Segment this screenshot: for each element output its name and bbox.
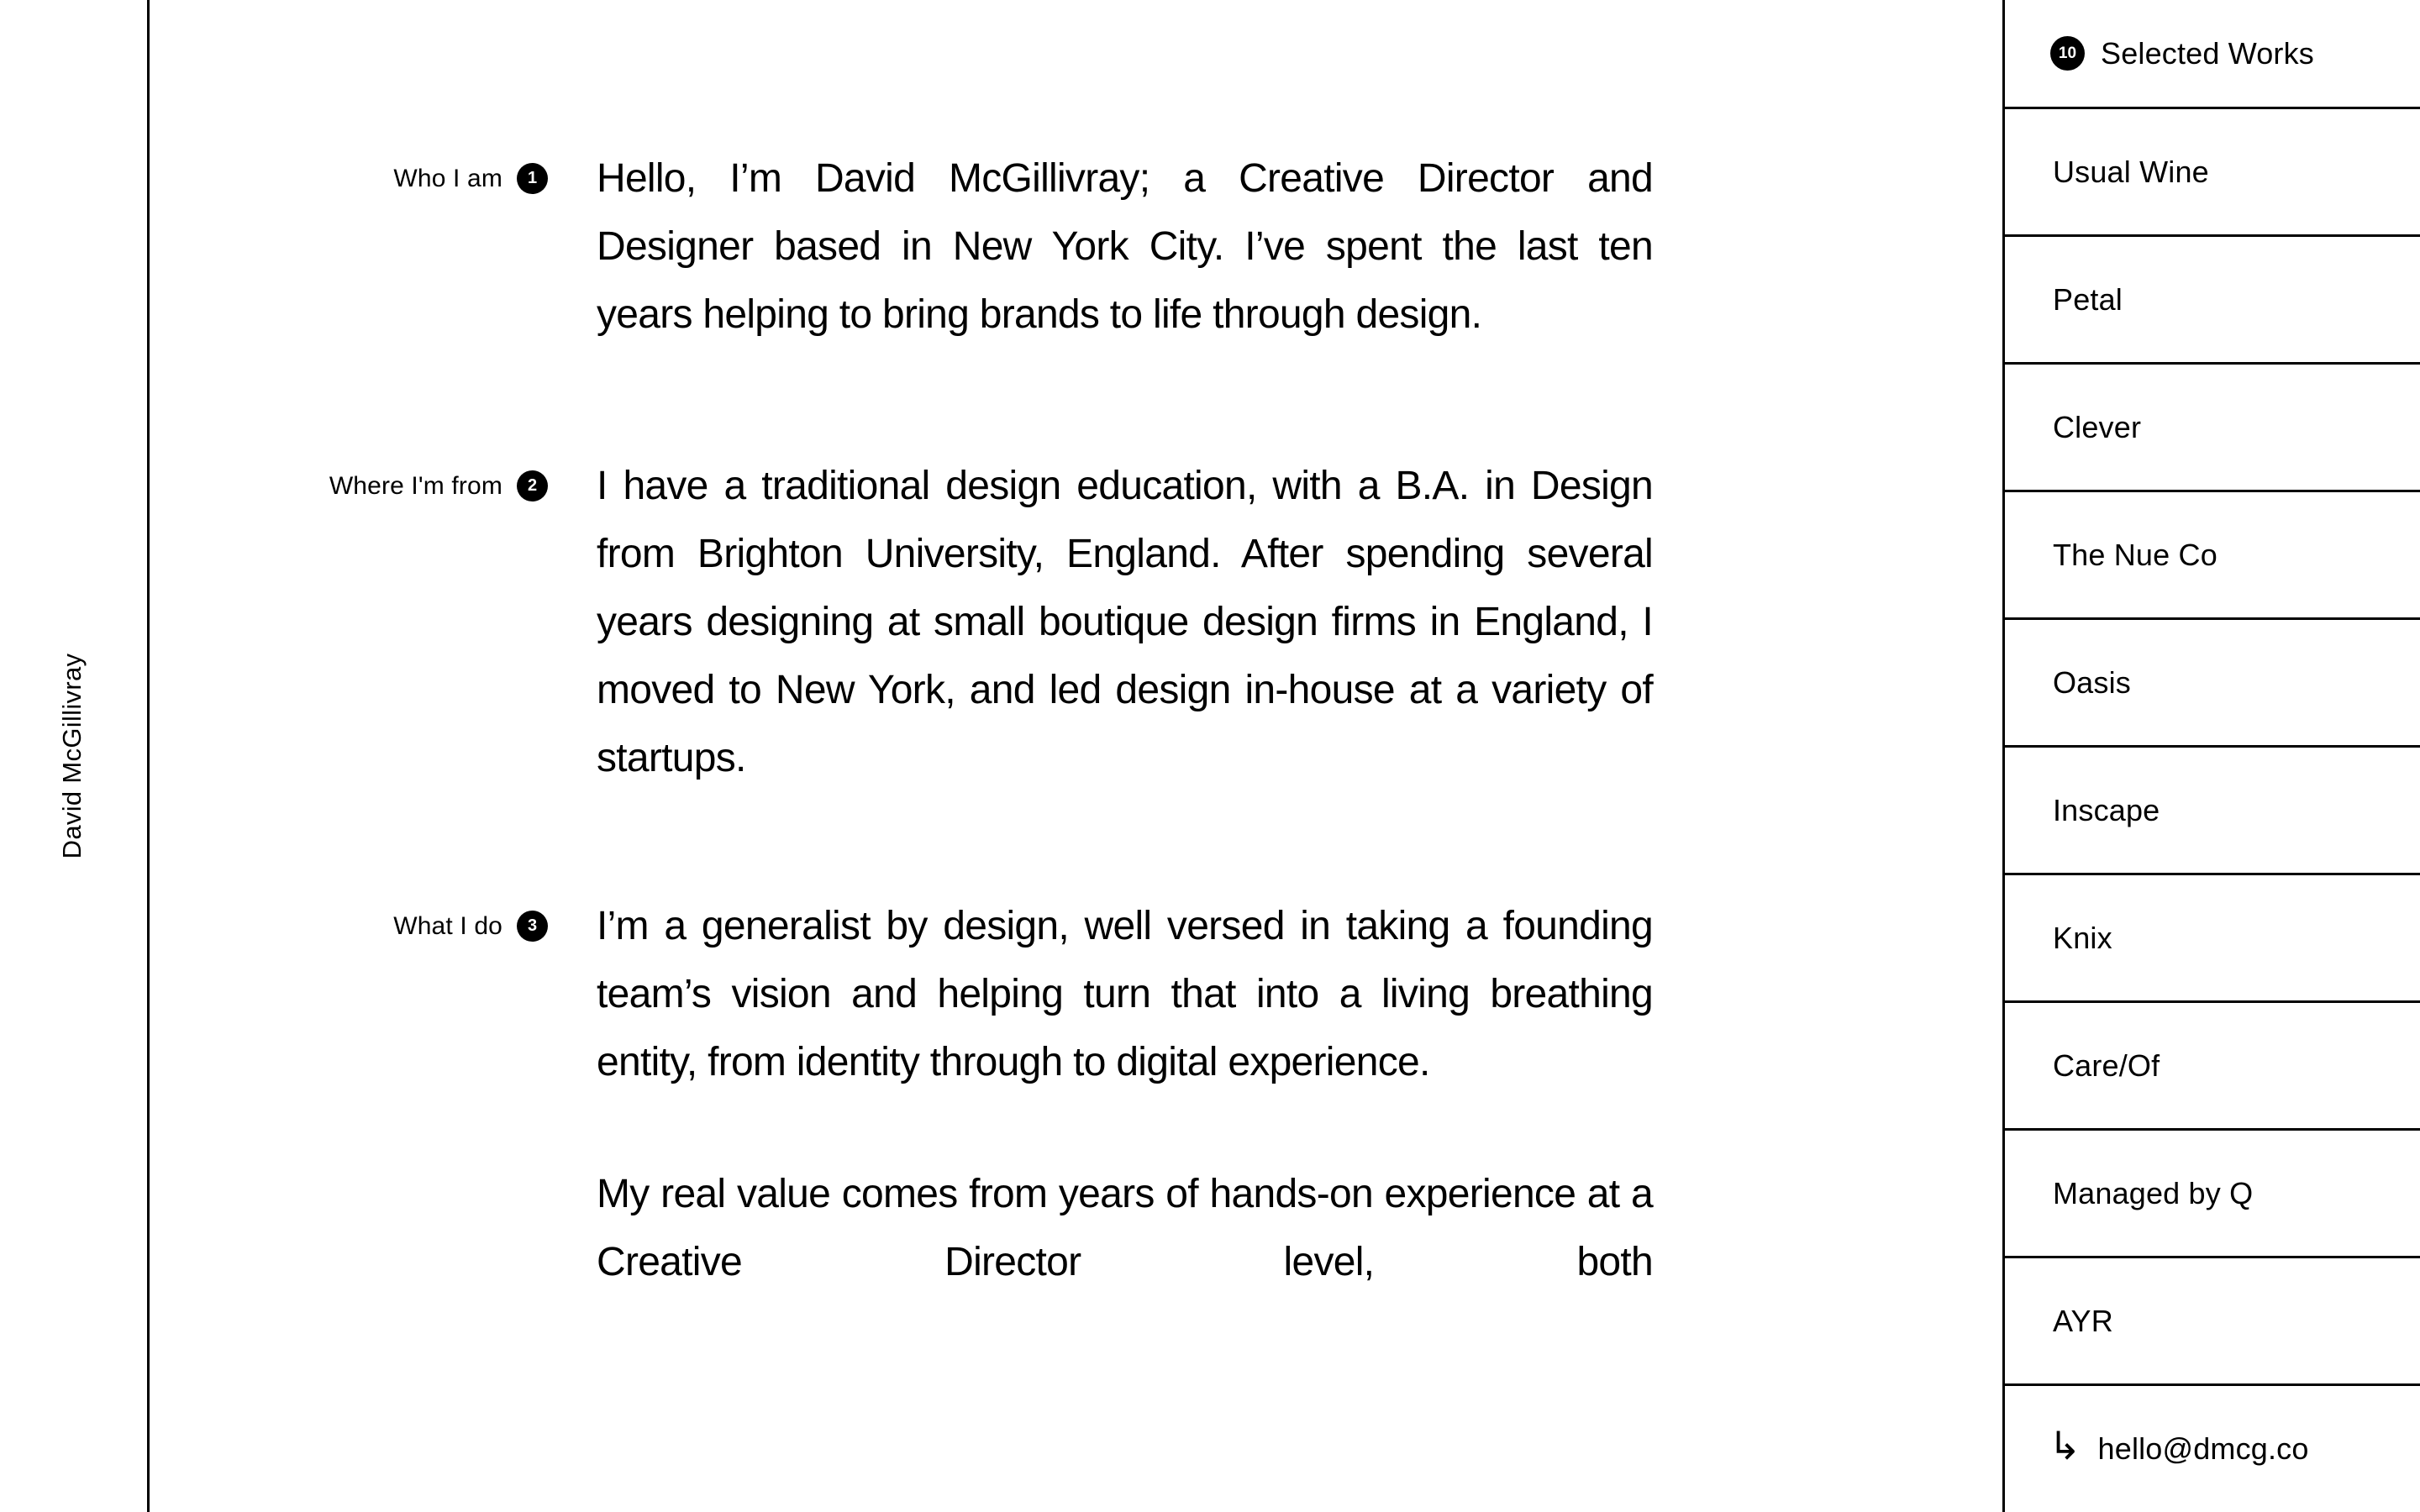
section-what-i-do (150, 892, 2002, 1296)
work-item-managed-by-q[interactable]: Managed by Q (2005, 1131, 2420, 1258)
section-paragraphs (597, 892, 1653, 1296)
work-item-the-nue-co[interactable]: The Nue Co (2005, 492, 2420, 620)
section-number-badge-icon: 1 (517, 163, 548, 194)
selected-works-sidebar (2002, 0, 2420, 1512)
section-label-row (150, 144, 597, 213)
work-item-petal[interactable]: Petal (2005, 237, 2420, 365)
section-paragraphs (597, 452, 1653, 792)
paragraph: I have a traditional design education, with a B.A. in Design from Brighton University, England. After spending several years designing at small boutique design firms in England, I moved to New York, and led design in-house at a variety of startups. (597, 464, 1653, 780)
section-label: What I do (393, 911, 502, 940)
work-item-usual-wine[interactable]: Usual Wine (2005, 109, 2420, 237)
works-count-badge-icon: 10 (2050, 36, 2085, 71)
selected-works-title: Selected Works (2101, 35, 2314, 71)
down-right-arrow-icon: ↳ (2049, 1424, 2081, 1467)
paragraph: My real value comes from years of hands-on experience at a Creative Director level, both (597, 1172, 1653, 1284)
section-where-im-from (150, 452, 2002, 792)
work-item-care-of[interactable]: Care/Of (2005, 1003, 2420, 1131)
left-vertical-divider (147, 0, 150, 1512)
work-item-oasis[interactable]: Oasis (2005, 620, 2420, 748)
section-label: Where I'm from (329, 471, 502, 500)
section-number-badge-icon: 3 (517, 911, 548, 942)
paragraph: I’m a generalist by design, well versed in taking a founding team’s vision and helping turn that into a living breathing entity, from identity through to digital experience. (597, 904, 1653, 1084)
section-label-row (150, 452, 597, 520)
section-paragraphs (597, 144, 1653, 349)
selected-works-header (2005, 0, 2420, 109)
contact-email-link[interactable] (2005, 1386, 2420, 1512)
paragraph: Hello, I’m David McGillivray; a Creative Director and Designer based in New York City. I’ve spent the last ten years helping to bring brands to life through design. (597, 156, 1653, 337)
section-label-row (150, 892, 597, 960)
section-label: Who I am (393, 164, 502, 192)
work-item-knix[interactable]: Knix (2005, 875, 2420, 1003)
work-item-ayr[interactable]: AYR (2005, 1258, 2420, 1386)
section-number-badge-icon: 2 (517, 470, 548, 501)
work-item-clever[interactable]: Clever (2005, 365, 2420, 492)
work-item-inscape[interactable]: Inscape (2005, 748, 2420, 875)
contact-email: hello@dmcg.co (2097, 1431, 2309, 1466)
works-list (2005, 109, 2420, 1386)
section-who-i-am (150, 144, 2002, 349)
site-owner-vertical-name: David McGillivray (57, 653, 87, 859)
